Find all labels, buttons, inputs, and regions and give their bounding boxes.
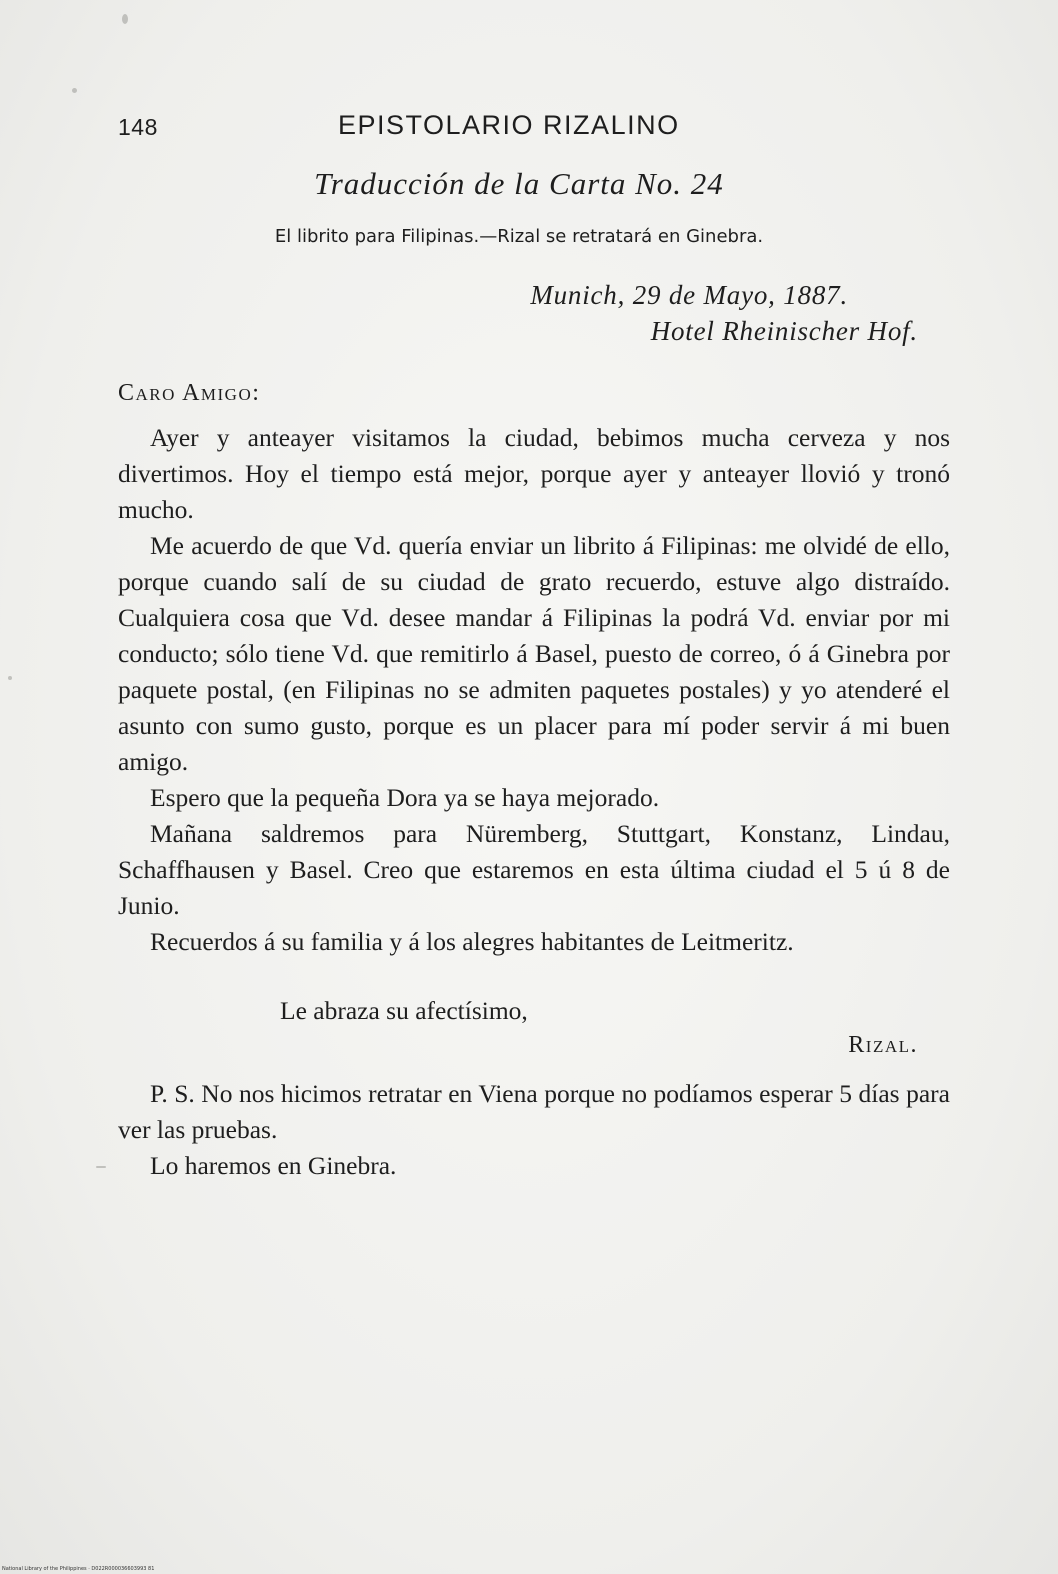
running-title: EPISTOLARIO RIZALINO [338, 110, 680, 140]
scan-speck [72, 88, 77, 93]
letter-title: Traducción de la Carta No. 24 [314, 166, 724, 201]
letter-summary: El librito para Filipinas.—Rizal se retratará en Ginebra. [274, 226, 764, 247]
postscript-paragraph: Lo haremos en Ginebra. [150, 1151, 397, 1180]
paragraph: Recuerdos á su familia y á los alegres habitantes de Leitmeritz. [150, 927, 794, 956]
paragraph: Me acuerdo de que Vd. quería enviar un librito á Filipinas: me olvidé de ello, porque cuando salí de su ciudad de grato recuerdo, estuve algo distraído. Cualquiera cosa que Vd. desee mandar á Filipinas la podrá Vd. enviar por mi conducto; sólo tiene Vd. que remitirlo á Basel, puesto de correo, ó á Ginebra por paquete postal, (en Filipinas no se admiten paquetes postales) y yo atenderé el asunto con sumo gusto, porque es un placer para mí poder servir á mi buen amigo. [118, 531, 950, 776]
page-number: 148 [118, 114, 158, 140]
letter-closing: Le abraza su afectísimo, [280, 996, 528, 1025]
letter-postscript [118, 1076, 950, 1184]
letter-hotel: Hotel Rheinischer Hof. [650, 316, 918, 346]
scan-credit: National Library of the Philippines · D022R000036603993 81 [2, 1566, 155, 1572]
scan-speck [8, 676, 12, 680]
scan-speck [122, 14, 128, 24]
paragraph: Ayer y anteayer visitamos la ciudad, bebimos mucha cerveza y nos divertimos. Hoy el tiempo está mejor, porque ayer y anteayer llovió y tronó mucho. [118, 423, 950, 524]
letter-body [118, 420, 950, 960]
scan-speck [96, 1166, 106, 1168]
letter-dateline: Munich, 29 de Mayo, 1887. [530, 280, 848, 310]
postscript-paragraph: P. S. No nos hicimos retratar en Viena porque no podíamos esperar 5 días para ver las pruebas. [118, 1079, 950, 1144]
page-header [118, 108, 718, 148]
letter-salutation: Caro Amigo: [118, 380, 261, 406]
paragraph: Espero que la pequeña Dora ya se haya mejorado. [150, 783, 660, 812]
paragraph: Mañana saldremos para Nüremberg, Stuttgart, Konstanz, Lindau, Schaffhausen y Basel. Creo que estaremos en esta última ciudad el 5 ú 8 de Junio. [118, 819, 950, 920]
letter-signature: Rizal. [848, 1032, 918, 1058]
